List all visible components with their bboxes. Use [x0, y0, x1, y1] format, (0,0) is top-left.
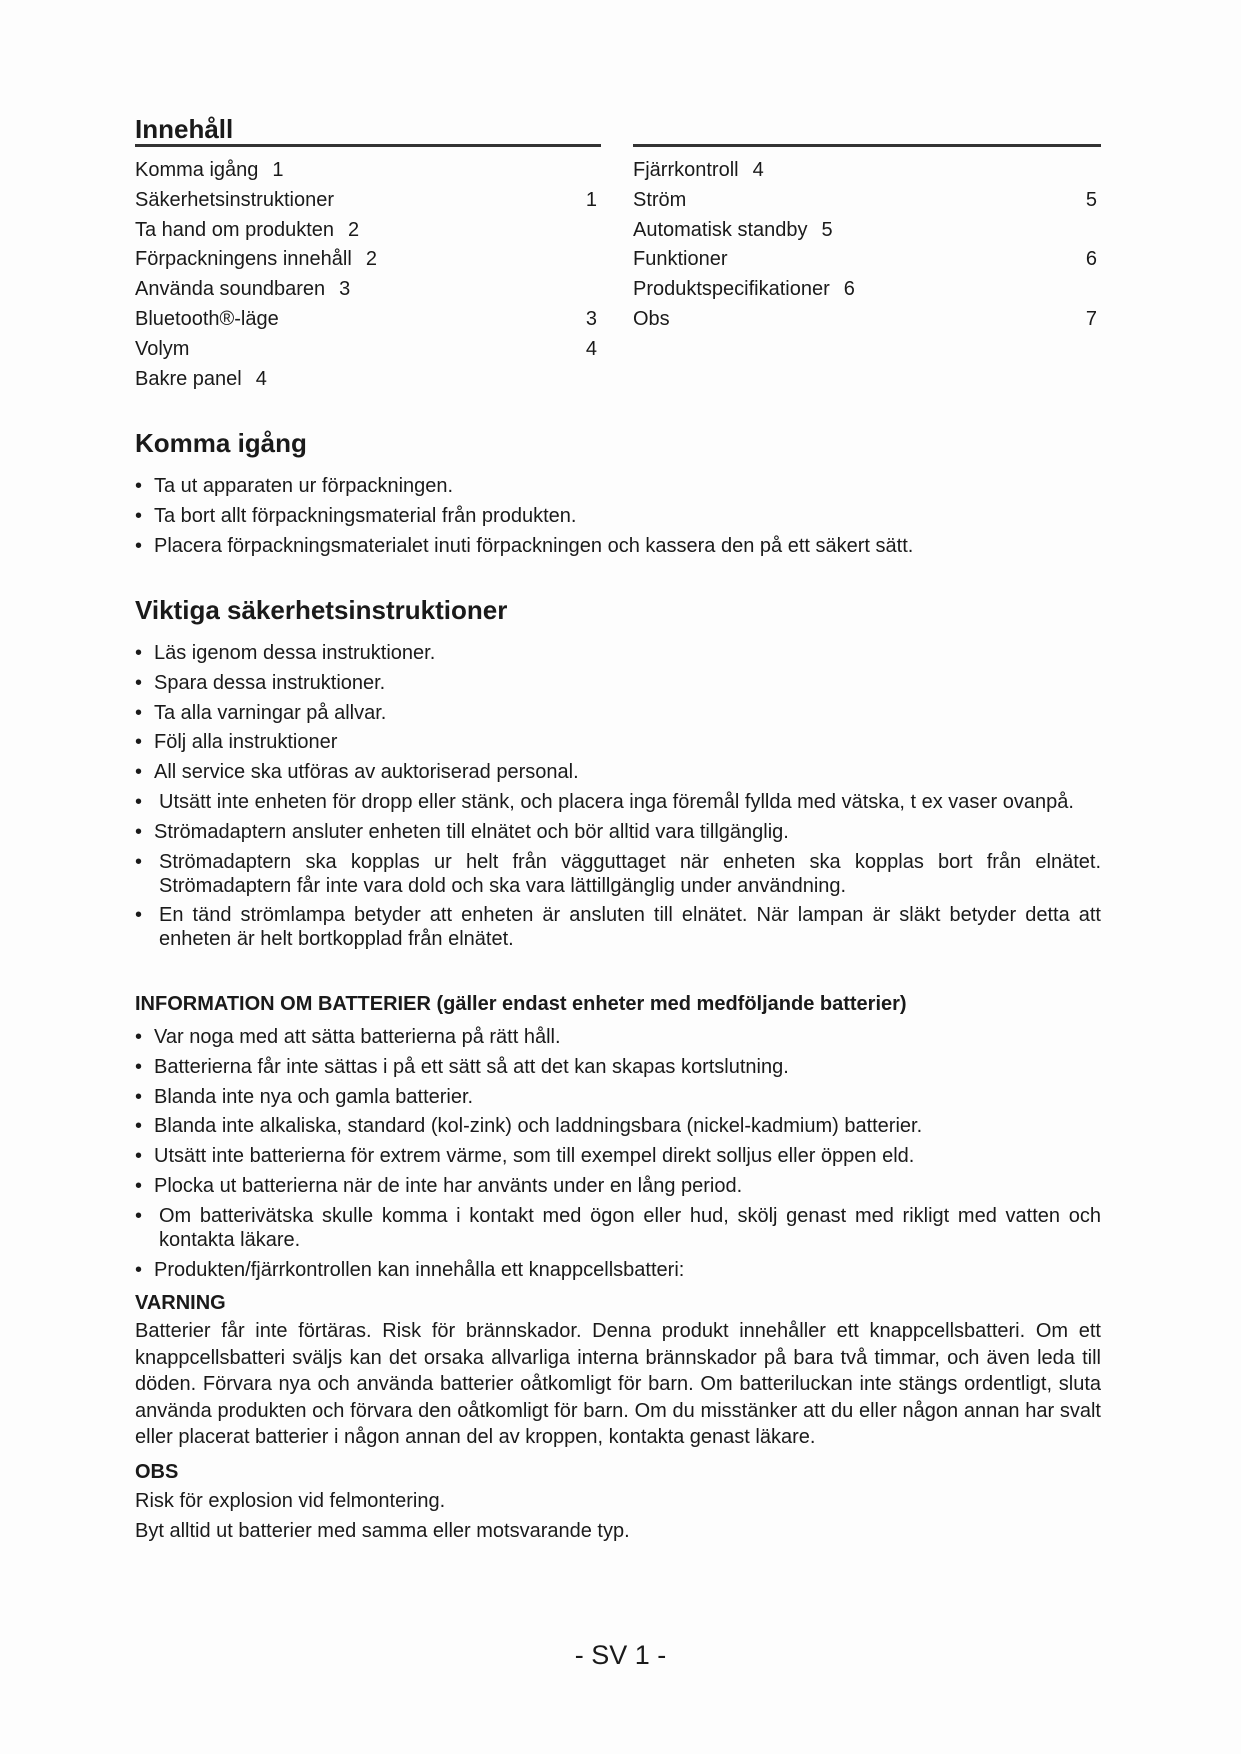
warning-heading: VARNING [135, 1292, 226, 1314]
toc-entry-label: Funktioner [633, 248, 728, 271]
obs-line: Byt alltid ut batterier med samma eller motsvarande typ. [135, 1520, 630, 1542]
toc-left-column [135, 156, 597, 394]
toc-entry[interactable] [135, 365, 597, 395]
toc-entry-label: Bakre panel [135, 367, 242, 390]
list-item: • Utsätt inte enheten för dropp eller stänk, och placera inga föremål fyllda med vätska, t ex vaser ovanpå. [135, 790, 1101, 814]
safety-list [135, 641, 1101, 957]
getting-started-list [135, 474, 1101, 563]
toc-entry-page: 4 [752, 159, 764, 181]
list-item: • Ta bort allt förpackningsmaterial från produkten. [135, 504, 1101, 528]
obs-heading: OBS [135, 1461, 179, 1483]
list-item: • Placera förpackningsmaterialet inuti förpackningen och kassera den på ett säkert sätt. [135, 534, 1101, 558]
toc-entry[interactable] [633, 245, 1097, 275]
list-item: • Var noga med att sätta batterierna på rätt håll. [135, 1025, 1101, 1049]
toc-entry[interactable] [633, 275, 1097, 305]
toc-entry-page: 3 [339, 278, 351, 301]
list-item: • Utsätt inte batterierna för extrem värme, som till exempel direkt solljus eller öppen eld. [135, 1144, 1101, 1168]
list-item: • Om batterivätska skulle komma i kontakt med ögon eller hud, skölj genast med rikligt med vatten och kontakta läkare. [135, 1204, 1101, 1252]
toc-right-column [633, 156, 1097, 335]
battery-info-heading: INFORMATION OM BATTERIER (gäller endast enheter med medföljande batterier) [135, 993, 907, 1015]
toc-entry-page: 1 [272, 159, 284, 181]
toc-entry-label: Säkerhetsinstruktioner [135, 188, 334, 211]
toc-entry[interactable] [135, 275, 597, 305]
toc-entry-label: Ström [633, 188, 687, 211]
list-item: • Ta alla varningar på allvar. [135, 701, 1101, 725]
list-item: • Ta ut apparaten ur förpackningen. [135, 474, 1101, 498]
toc-rule-left [135, 144, 601, 147]
list-item: • Blanda inte alkaliska, standard (kol-zink) och laddningsbara (nickel-kadmium) batterier. [135, 1114, 1101, 1138]
toc-entry-label: Volym [135, 337, 190, 360]
toc-entry[interactable] [633, 305, 1097, 335]
list-item: • All service ska utföras av auktoriserad personal. [135, 760, 1101, 784]
list-item: • Plocka ut batterierna när de inte har använts under en lång period. [135, 1174, 1101, 1198]
list-item: • Produkten/fjärrkontrollen kan innehålla ett knappcellsbatteri: [135, 1258, 1101, 1282]
toc-entry-page: 2 [365, 248, 377, 271]
list-item: • Följ alla instruktioner [135, 730, 1101, 754]
toc-entry-page: 1 [585, 188, 597, 211]
list-item: • Läs igenom dessa instruktioner. [135, 641, 1101, 665]
list-item: • En tänd strömlampa betyder att enheten är ansluten till elnätet. När lampan är släkt betyder detta att enheten är helt bortkopplad från elnätet. [135, 903, 1101, 951]
toc-entry[interactable] [135, 156, 597, 186]
getting-started-heading: Komma igång [135, 428, 307, 458]
list-item: • Strömadaptern ska kopplas ur helt från vägguttaget när enheten ska kopplas bort från elnätet. Strömadaptern får inte vara dold och ska vara lättillgänglig under användning. [135, 850, 1101, 898]
toc-entry-label: Bluetooth®-läge [135, 307, 279, 330]
battery-info-list [135, 1025, 1101, 1287]
toc-entry[interactable] [633, 216, 1097, 246]
toc-entry[interactable] [135, 305, 597, 335]
toc-rule-right [633, 144, 1101, 147]
safety-heading: Viktiga säkerhetsinstruktioner [135, 595, 508, 625]
toc-entry-label: Fjärrkontroll [633, 159, 739, 181]
obs-line: Risk för explosion vid felmontering. [135, 1490, 446, 1512]
toc-entry-label: Produktspecifikationer [633, 278, 830, 301]
list-item: • Strömadaptern ansluter enheten till elnätet och bör alltid vara tillgänglig. [135, 820, 1101, 844]
toc-entry-page: 6 [1085, 248, 1097, 271]
toc-entry-label: Ta hand om produkten [135, 218, 335, 241]
toc-entry-label: Obs [633, 307, 670, 330]
toc-entry-page: 4 [255, 367, 267, 390]
toc-entry-page: 5 [1085, 188, 1097, 211]
toc-entry-page: 5 [821, 218, 833, 241]
list-item: • Batterierna får inte sättas i på ett sätt så att det kan skapas kortslutning. [135, 1055, 1101, 1079]
toc-entry-label: Komma igång [135, 159, 259, 181]
toc-entry[interactable] [135, 245, 597, 275]
toc-title: Innehåll [135, 114, 234, 144]
toc-entry-label: Förpackningens innehåll [135, 248, 352, 271]
list-item: • Spara dessa instruktioner. [135, 671, 1101, 695]
toc-entry-page: 7 [1085, 307, 1097, 330]
warning-text: Batterier får inte förtäras. Risk för brännskador. Denna produkt innehåller ett knappcellsbatteri. Om ett knappcellsbatteri sväljs kan det orsaka allvarliga interna brännskador på bara två timmar, och även leda till döden. Förvara nya och använda batterier oåtkomligt för barn. Om batteriluckan inte stängs ordentligt, sluta använda produkten och förvara den oåtkomligt för barn. Om du misstänker att du eller någon annan har svalt eller placerat batterier i någon annan del av kroppen, kontakta genast läkare. [135, 1320, 1101, 1448]
toc-entry-label: Automatisk standby [633, 218, 808, 241]
toc-entry-page: 2 [348, 218, 360, 241]
toc-entry-page: 6 [843, 278, 855, 301]
toc-entry-page: 4 [585, 337, 597, 360]
toc-entry[interactable] [135, 186, 597, 216]
toc-entry-page: 3 [585, 307, 597, 330]
toc-entry[interactable] [135, 335, 597, 365]
page-number: - SV 1 - [574, 1640, 667, 1670]
toc-entry-label: Använda soundbaren [135, 278, 326, 301]
toc-entry[interactable] [633, 156, 1097, 186]
list-item: • Blanda inte nya och gamla batterier. [135, 1085, 1101, 1109]
toc-entry[interactable] [135, 216, 597, 246]
toc-entry[interactable] [633, 186, 1097, 216]
